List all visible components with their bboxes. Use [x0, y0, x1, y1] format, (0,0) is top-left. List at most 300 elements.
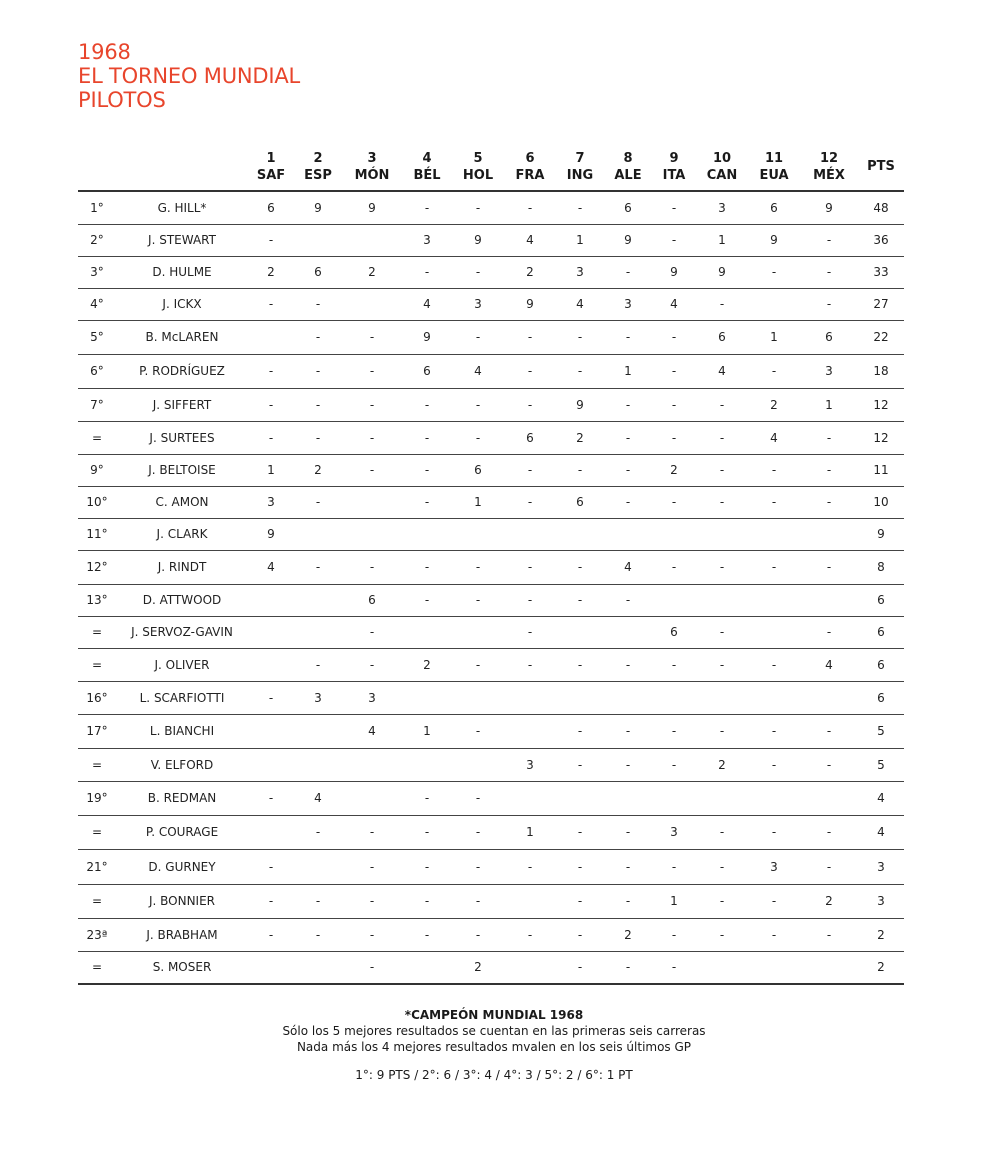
result-cell: -	[248, 918, 294, 951]
result-cell	[556, 681, 604, 714]
result-cell: -	[604, 256, 652, 288]
result-cell: -	[800, 748, 858, 781]
table-row	[78, 918, 904, 951]
result-cell: -	[652, 191, 696, 224]
position-cell: 5°	[78, 320, 116, 354]
driver-cell: J. SURTEES	[116, 421, 248, 454]
result-cell: -	[248, 224, 294, 256]
result-cell: -	[452, 388, 504, 421]
title-line-2: PILOTOS	[78, 88, 166, 112]
result-cell: -	[294, 421, 342, 454]
result-cell: -	[248, 388, 294, 421]
position-cell: 16°	[78, 681, 116, 714]
result-cell: -	[604, 486, 652, 518]
result-cell: 2	[342, 256, 402, 288]
driver-cell: J. SERVOZ-GAVIN	[116, 616, 248, 648]
table-row	[78, 951, 904, 984]
result-cell: -	[452, 849, 504, 884]
result-cell: -	[342, 550, 402, 584]
result-cell	[748, 951, 800, 984]
result-cell: -	[652, 951, 696, 984]
rule-note-2: Nada más los 4 mejores resultados mvalen en los seis últimos GP	[296, 1040, 692, 1054]
result-cell	[342, 781, 402, 815]
position-cell: 11°	[78, 518, 116, 550]
result-cell: -	[604, 748, 652, 781]
result-cell: -	[504, 454, 556, 486]
driver-cell: J. SIFFERT	[116, 388, 248, 421]
result-cell: -	[604, 454, 652, 486]
result-cell: -	[402, 454, 452, 486]
race-number: 7	[575, 151, 585, 166]
table-row	[78, 550, 904, 584]
result-cell: -	[402, 191, 452, 224]
result-cell: -	[248, 421, 294, 454]
result-cell: -	[748, 550, 800, 584]
table-row	[78, 454, 904, 486]
result-cell: 1	[652, 884, 696, 918]
points-cell: 10	[858, 486, 904, 518]
result-cell	[248, 320, 294, 354]
result-cell: 3	[652, 815, 696, 849]
result-cell: 6	[800, 320, 858, 354]
result-cell	[652, 584, 696, 616]
result-cell: -	[652, 918, 696, 951]
result-cell	[402, 951, 452, 984]
result-cell: -	[452, 714, 504, 748]
champion-note: *CAMPEÓN MUNDIAL 1968	[404, 1008, 584, 1022]
result-cell: -	[800, 224, 858, 256]
points-cell: 4	[858, 781, 904, 815]
position-cell: =	[78, 884, 116, 918]
result-cell: -	[604, 648, 652, 681]
result-cell	[696, 518, 748, 550]
result-cell: -	[452, 781, 504, 815]
result-cell	[604, 616, 652, 648]
result-cell	[294, 584, 342, 616]
result-cell: 9	[504, 288, 556, 320]
points-cell: 22	[858, 320, 904, 354]
result-cell: -	[604, 849, 652, 884]
header-points: PTS	[858, 142, 904, 191]
result-cell	[342, 748, 402, 781]
result-cell	[342, 224, 402, 256]
result-cell: -	[342, 951, 402, 984]
table-row	[78, 815, 904, 849]
result-cell: -	[604, 815, 652, 849]
driver-cell: J. BELTOISE	[116, 454, 248, 486]
result-cell	[696, 681, 748, 714]
result-cell: 6	[402, 354, 452, 388]
result-cell: -	[696, 550, 748, 584]
table-header	[78, 142, 904, 191]
position-cell: =	[78, 421, 116, 454]
result-cell: -	[342, 320, 402, 354]
points-cell: 9	[858, 518, 904, 550]
race-country: MÓN	[354, 168, 390, 183]
header-race-7	[556, 142, 604, 191]
result-cell: 3	[294, 681, 342, 714]
result-cell	[504, 518, 556, 550]
result-cell: -	[342, 616, 402, 648]
position-cell: 4°	[78, 288, 116, 320]
result-cell: 3	[402, 224, 452, 256]
result-cell	[748, 781, 800, 815]
result-cell: 3	[748, 849, 800, 884]
race-number: 1	[266, 151, 276, 166]
race-number: 9	[669, 151, 679, 166]
result-cell: -	[556, 714, 604, 748]
result-cell	[696, 951, 748, 984]
result-cell: -	[402, 421, 452, 454]
points-cell: 2	[858, 918, 904, 951]
result-cell: 1	[696, 224, 748, 256]
driver-cell: J. CLARK	[116, 518, 248, 550]
result-cell: -	[556, 584, 604, 616]
points-cell: 6	[858, 681, 904, 714]
result-cell: 9	[696, 256, 748, 288]
result-cell: 3	[696, 191, 748, 224]
result-cell: 2	[452, 951, 504, 984]
header-race-2	[294, 142, 342, 191]
result-cell: 3	[604, 288, 652, 320]
result-cell: -	[402, 849, 452, 884]
result-cell: -	[652, 486, 696, 518]
points-cell: 3	[858, 849, 904, 884]
result-cell: -	[342, 454, 402, 486]
result-cell	[800, 951, 858, 984]
result-cell: 1	[748, 320, 800, 354]
position-cell: 12°	[78, 550, 116, 584]
result-cell: -	[342, 884, 402, 918]
result-cell	[504, 951, 556, 984]
result-cell: -	[248, 884, 294, 918]
race-country: FRA	[515, 168, 545, 183]
result-cell: 1	[800, 388, 858, 421]
points-cell: 12	[858, 421, 904, 454]
title-line-1: EL TORNEO MUNDIAL	[78, 64, 301, 88]
position-cell: 1°	[78, 191, 116, 224]
points-cell: 48	[858, 191, 904, 224]
result-cell	[248, 616, 294, 648]
driver-cell: J. STEWART	[116, 224, 248, 256]
result-cell: 1	[452, 486, 504, 518]
result-cell: -	[696, 884, 748, 918]
result-cell: 4	[696, 354, 748, 388]
result-cell: 4	[402, 288, 452, 320]
result-cell: -	[342, 421, 402, 454]
table-row	[78, 320, 904, 354]
points-cell: 6	[858, 616, 904, 648]
header-row	[78, 142, 904, 191]
table-row	[78, 681, 904, 714]
result-cell: -	[294, 918, 342, 951]
result-cell: 2	[696, 748, 748, 781]
position-cell: =	[78, 748, 116, 781]
table-row	[78, 648, 904, 681]
table-row	[78, 256, 904, 288]
standings-table	[78, 142, 904, 985]
result-cell	[504, 781, 556, 815]
table-row	[78, 781, 904, 815]
result-cell: -	[452, 584, 504, 616]
position-cell: 21°	[78, 849, 116, 884]
points-cell: 8	[858, 550, 904, 584]
result-cell: 2	[800, 884, 858, 918]
driver-cell: J. BONNIER	[116, 884, 248, 918]
result-cell: -	[696, 714, 748, 748]
result-cell: -	[748, 486, 800, 518]
result-cell: 1	[248, 454, 294, 486]
result-cell: -	[294, 486, 342, 518]
result-cell: -	[800, 714, 858, 748]
table-row	[78, 748, 904, 781]
result-cell: 3	[800, 354, 858, 388]
result-cell: 1	[402, 714, 452, 748]
result-cell: -	[652, 320, 696, 354]
result-cell: -	[604, 388, 652, 421]
result-cell: -	[556, 918, 604, 951]
result-cell	[402, 681, 452, 714]
result-cell: -	[294, 884, 342, 918]
result-cell: -	[402, 256, 452, 288]
result-cell: -	[342, 388, 402, 421]
position-cell: =	[78, 648, 116, 681]
driver-cell: B. McLAREN	[116, 320, 248, 354]
driver-cell: J. RINDT	[116, 550, 248, 584]
result-cell: -	[696, 288, 748, 320]
table-row	[78, 584, 904, 616]
result-cell: -	[652, 224, 696, 256]
result-cell	[748, 288, 800, 320]
header-race-1	[248, 142, 294, 191]
result-cell: -	[402, 550, 452, 584]
result-cell	[800, 584, 858, 616]
points-cell: 11	[858, 454, 904, 486]
table-row	[78, 421, 904, 454]
result-cell: -	[748, 256, 800, 288]
result-cell: -	[696, 421, 748, 454]
result-cell: -	[504, 648, 556, 681]
table-row	[78, 849, 904, 884]
result-cell: 9	[748, 224, 800, 256]
result-cell: -	[342, 354, 402, 388]
driver-cell: J. OLIVER	[116, 648, 248, 681]
header-race-11	[748, 142, 800, 191]
race-country: ING	[566, 168, 594, 183]
points-cell: 6	[858, 584, 904, 616]
result-cell: 9	[248, 518, 294, 550]
result-cell: 2	[652, 454, 696, 486]
result-cell: 4	[342, 714, 402, 748]
result-cell	[248, 714, 294, 748]
result-cell: 2	[402, 648, 452, 681]
result-cell: -	[342, 849, 402, 884]
result-cell	[402, 518, 452, 550]
header-race-5	[452, 142, 504, 191]
result-cell: -	[452, 918, 504, 951]
result-cell	[452, 518, 504, 550]
race-country: EUA	[759, 168, 789, 183]
race-number: 4	[422, 151, 432, 166]
result-cell	[248, 648, 294, 681]
result-cell: -	[696, 849, 748, 884]
result-cell	[748, 616, 800, 648]
result-cell: -	[294, 648, 342, 681]
driver-cell: S. MOSER	[116, 951, 248, 984]
result-cell: 6	[604, 191, 652, 224]
result-cell: -	[800, 918, 858, 951]
driver-cell: D. HULME	[116, 256, 248, 288]
result-cell: -	[248, 354, 294, 388]
driver-cell: J. ICKX	[116, 288, 248, 320]
result-cell: -	[696, 486, 748, 518]
result-cell: 3	[248, 486, 294, 518]
result-cell: -	[604, 584, 652, 616]
result-cell: 9	[604, 224, 652, 256]
result-cell	[248, 584, 294, 616]
result-cell: 2	[504, 256, 556, 288]
table-row	[78, 191, 904, 224]
result-cell: -	[248, 288, 294, 320]
result-cell: -	[652, 648, 696, 681]
result-cell	[748, 584, 800, 616]
result-cell: 4	[748, 421, 800, 454]
result-cell: -	[652, 354, 696, 388]
result-cell: -	[556, 884, 604, 918]
result-cell: -	[556, 354, 604, 388]
result-cell: -	[604, 951, 652, 984]
result-cell	[452, 681, 504, 714]
position-cell: 7°	[78, 388, 116, 421]
header-race-3	[342, 142, 402, 191]
result-cell: -	[748, 748, 800, 781]
result-cell	[504, 884, 556, 918]
race-number: 10	[712, 151, 732, 166]
result-cell: 9	[800, 191, 858, 224]
result-cell: -	[402, 918, 452, 951]
result-cell: -	[504, 918, 556, 951]
result-cell	[556, 781, 604, 815]
header-driver	[116, 142, 248, 191]
result-cell: 9	[294, 191, 342, 224]
position-cell: 23ª	[78, 918, 116, 951]
result-cell: -	[452, 815, 504, 849]
points-cell: 6	[858, 648, 904, 681]
header-race-6	[504, 142, 556, 191]
result-cell	[402, 616, 452, 648]
position-cell: 10°	[78, 486, 116, 518]
result-cell	[748, 518, 800, 550]
result-cell: -	[504, 849, 556, 884]
result-cell	[556, 616, 604, 648]
race-country: ITA	[662, 168, 686, 183]
driver-cell: C. AMON	[116, 486, 248, 518]
position-cell: 19°	[78, 781, 116, 815]
result-cell: 1	[604, 354, 652, 388]
result-cell: 4	[504, 224, 556, 256]
result-cell: -	[652, 849, 696, 884]
result-cell: -	[556, 748, 604, 781]
result-cell: -	[452, 320, 504, 354]
result-cell: -	[294, 320, 342, 354]
position-cell: 13°	[78, 584, 116, 616]
result-cell: 2	[294, 454, 342, 486]
result-cell	[748, 681, 800, 714]
result-cell: -	[696, 388, 748, 421]
result-cell	[652, 681, 696, 714]
result-cell: -	[696, 616, 748, 648]
result-cell: -	[800, 815, 858, 849]
header-race-4	[402, 142, 452, 191]
result-cell: -	[248, 781, 294, 815]
result-cell: 2	[248, 256, 294, 288]
result-cell: -	[402, 781, 452, 815]
table-row	[78, 388, 904, 421]
result-cell: -	[652, 388, 696, 421]
result-cell	[452, 748, 504, 781]
points-cell: 5	[858, 714, 904, 748]
result-cell: -	[748, 815, 800, 849]
result-cell: -	[556, 550, 604, 584]
result-cell	[294, 951, 342, 984]
result-cell	[294, 849, 342, 884]
result-cell: -	[748, 714, 800, 748]
result-cell: -	[248, 681, 294, 714]
result-cell: -	[504, 354, 556, 388]
result-cell: -	[556, 191, 604, 224]
footnotes	[78, 1007, 910, 1083]
driver-cell: J. BRABHAM	[116, 918, 248, 951]
points-cell: 5	[858, 748, 904, 781]
driver-cell: V. ELFORD	[116, 748, 248, 781]
result-cell: -	[294, 388, 342, 421]
points-cell: 4	[858, 815, 904, 849]
result-cell: -	[342, 815, 402, 849]
result-cell: -	[556, 648, 604, 681]
result-cell: -	[452, 256, 504, 288]
result-cell: -	[294, 354, 342, 388]
points-cell: 27	[858, 288, 904, 320]
result-cell: -	[800, 550, 858, 584]
result-cell	[452, 616, 504, 648]
table-row	[78, 714, 904, 748]
result-cell: -	[556, 849, 604, 884]
result-cell	[800, 518, 858, 550]
points-cell: 36	[858, 224, 904, 256]
header-race-8	[604, 142, 652, 191]
result-cell: -	[248, 849, 294, 884]
result-cell: -	[800, 421, 858, 454]
table-row	[78, 486, 904, 518]
points-cell: 18	[858, 354, 904, 388]
position-cell: =	[78, 616, 116, 648]
race-country: CAN	[706, 168, 738, 183]
result-cell: -	[748, 884, 800, 918]
table-row	[78, 288, 904, 320]
result-cell: -	[504, 191, 556, 224]
result-cell: -	[652, 714, 696, 748]
result-cell	[556, 518, 604, 550]
result-cell: -	[652, 421, 696, 454]
result-cell	[604, 781, 652, 815]
table-row	[78, 354, 904, 388]
result-cell: 2	[604, 918, 652, 951]
result-cell: 3	[556, 256, 604, 288]
driver-cell: P. COURAGE	[116, 815, 248, 849]
result-cell: 6	[652, 616, 696, 648]
header-race-10	[696, 142, 748, 191]
result-cell	[294, 616, 342, 648]
